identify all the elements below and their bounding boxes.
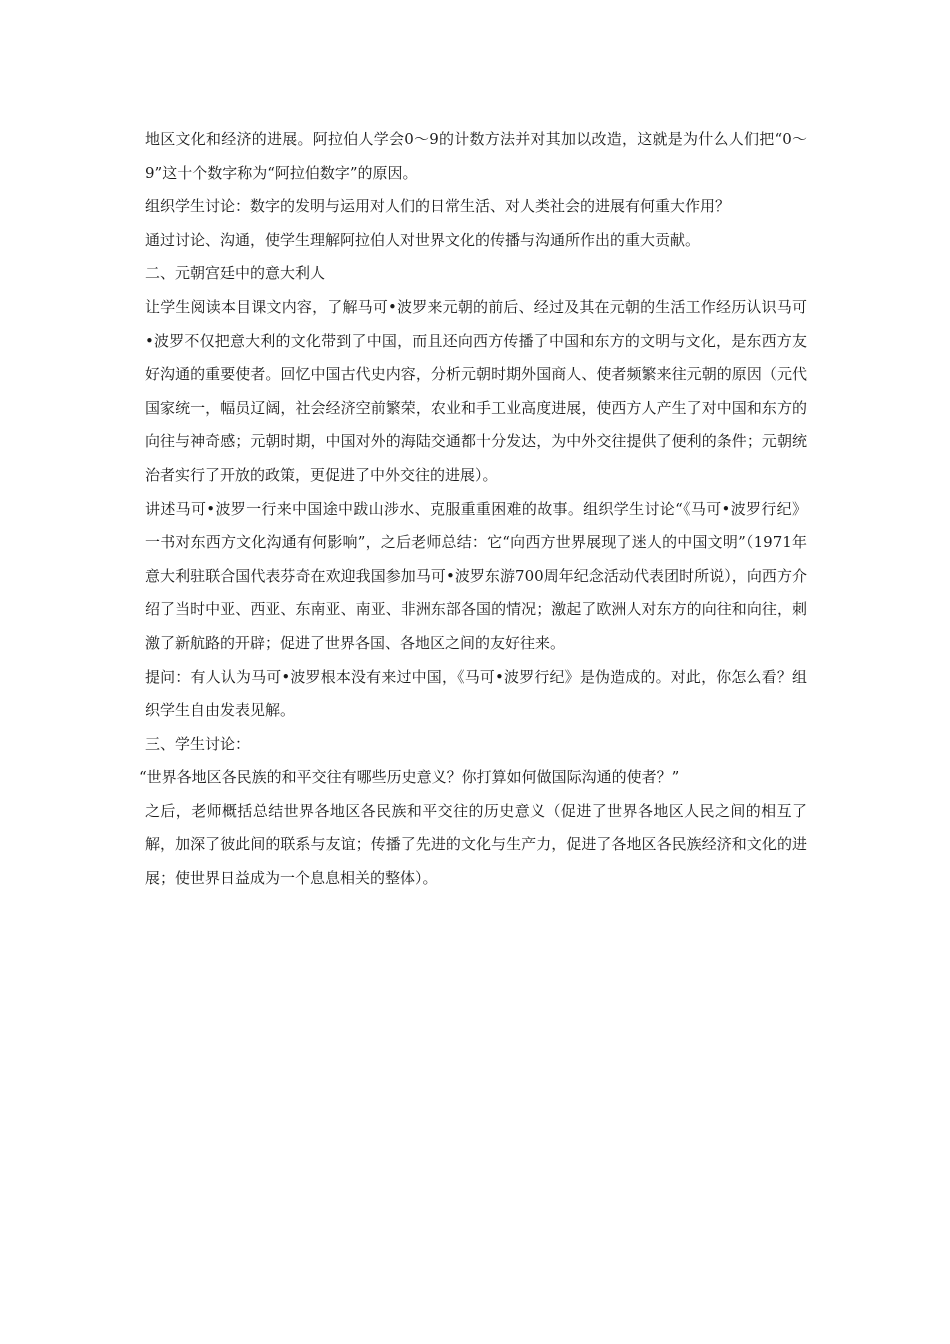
paragraph-arabic-numerals: 地区文化和经济的进展。阿拉伯人学会0～9的计数方法并对其加以改造，这就是为什么人们把“0～9”这十个数字称为“阿拉伯数字”的原因。 [145, 130, 807, 182]
section-heading-yuan-court: 二、元朝宫廷中的意大利人 [145, 264, 326, 283]
document-page [139, 123, 807, 896]
paragraph-question: 提问：有人认为马可•波罗根本没有来过中国，《马可•波罗行纪》是伪造成的。对此，你怎么看？组织学生自由发表见解。 [145, 667, 807, 720]
paragraph-marco-polo-journey: 讲述马可•波罗一行来中国途中跋山涉水、克服重重困难的故事。组织学生讨论“《马可•波罗行纪》一书对东西方文化沟通有何影响”，之后老师总结：它“向西方世界展现了迷人的中国文明”（1971年意大利驻联合国代表芬奇在欢迎我国参加马可•波罗东游700周年纪念活动代表团时所说），向西方介绍了当时中亚、西亚、东南亚、南亚、非洲东部各国的情况；激起了欧洲人对东方的向往和向往，刺激了新航路的开辟；促进了世界各国、各地区之间的友好往来。 [145, 499, 807, 652]
paragraph-marco-polo-reading: 让学生阅读本目课文内容，了解马可•波罗来元朝的前后、经过及其在元朝的生活工作经历认识马可•波罗不仅把意大利的文化带到了中国，而且还向西方传播了中国和东方的文明与文化，是东西方友好沟通的重要使者。回忆中国古代史内容，分析元朝时期外国商人、使者频繁来往元朝的原因（元代国家统一，幅员辽阔，社会经济空前繁荣，农业和手工业高度进展，使西方人产生了对中国和东方的向往与神奇感；元朝时期，中国对外的海陆交通都十分发达，为中外交往提供了便利的条件；元朝统治者实行了开放的政策，更促进了中外交往的进展）。 [145, 297, 807, 484]
paragraph-discussion-prompt: 组织学生讨论：数字的发明与运用对人们的日常生活、对人类社会的进展有何重大作用？ [145, 197, 731, 216]
paragraph-discussion-goal: 通过讨论、沟通，使学生理解阿拉伯人对世界文化的传播与沟通所作出的重大贡献。 [145, 230, 701, 249]
paragraph-summary: 之后，老师概括总结世界各地区各民族和平交往的历史意义（促进了世界各地区人民之间的相互了解，加深了彼此间的联系与友谊；传播了先进的文化与生产力，促进了各地区各民族经济和文化的进展；使世界日益成为一个息息相关的整体）。 [145, 801, 807, 888]
section-heading-student-discussion: 三、学生讨论： [145, 734, 251, 753]
paragraph-discussion-quote: “世界各地区各民族的和平交往有哪些历史意义？你打算如何做国际沟通的使者？” [139, 768, 680, 787]
